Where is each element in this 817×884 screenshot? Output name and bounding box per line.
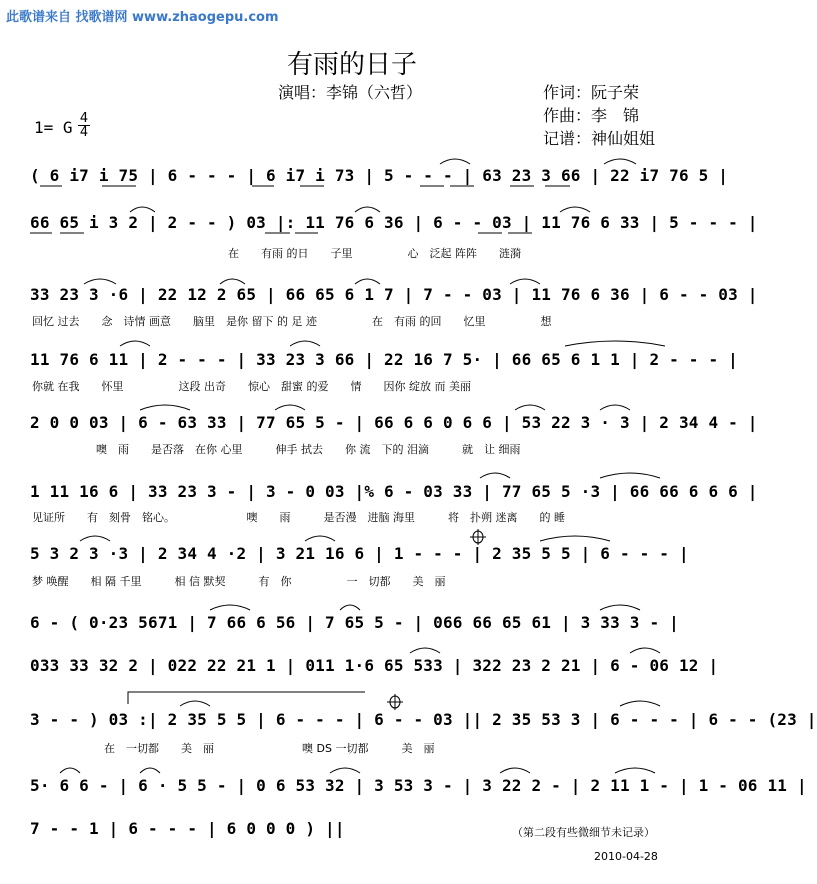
lyric-line-2: 在 有雨 的日 子里 心 泛起 阵阵 涟漪 — [228, 247, 521, 260]
site-watermark[interactable]: 此歌谱来自 找歌谱网 www.zhaogepu.com — [6, 10, 279, 25]
slur — [305, 536, 335, 541]
coda-sign-2 — [387, 694, 403, 710]
score-line-12: 7 - - 1 | 6 - - - | 6 0 0 0 ) || — [30, 819, 345, 838]
score-line-8: 6 - ( 0·23 5671 | 7 66 6 56 | 7 65 5 - | 066 66 65 61 | 3 33 3 - | — [30, 613, 679, 632]
slur — [60, 768, 80, 773]
slur — [540, 536, 610, 541]
slur — [630, 648, 660, 653]
coda-sign-1 — [470, 529, 486, 545]
score-line-4: 11 76 6 11 | 2 - - - | 33 23 3 66 | 22 16 7 5· | 66 65 6 1 1 | 2 - - - | — [30, 350, 738, 369]
slur — [140, 768, 160, 773]
score-line-1: ( 6 i7 i 75 | 6 - - - | 6 i7 i 73 | 5 - - - | 63 23 3 66 | 22 i7 76 5 | — [30, 166, 729, 185]
lyric-line-3: 回忆 过去 念 诗情 画意 脑里 是你 留下 的 足 迹 在 有雨 的回 忆里 想 — [32, 315, 552, 328]
score-line-5: 2 0 0 03 | 6 - 63 33 | 77 65 5 - | 66 6 6 0 6 6 | 53 22 3 · 3 | 2 34 4 - | — [30, 413, 758, 432]
slur — [410, 648, 440, 653]
slur — [510, 279, 540, 284]
score-line-2: 66 65 i 3 2 | 2 - - ) 03 |: 11 76 6 36 | 6 - - 03 | 11 76 6 33 | 5 - - - | — [30, 213, 758, 232]
slur — [620, 701, 660, 706]
slur — [340, 605, 360, 610]
volta-bracket — [128, 692, 365, 704]
slur — [120, 341, 150, 346]
composer-credit: 作曲：李 锦 — [543, 106, 640, 125]
slur — [130, 207, 155, 212]
score-line-10: 3 - - ) 03 :| 2 35 5 5 | 6 - - - | 6 - - 03 || 2 35 53 3 | 6 - - - | 6 - - (23 | — [30, 710, 817, 729]
slur — [440, 159, 470, 164]
slur — [84, 279, 116, 284]
slur — [560, 207, 590, 212]
key-signature: 1= G — [34, 118, 73, 137]
slur — [290, 341, 320, 346]
transcriber-credit: 记谱：神仙姐姐 — [543, 129, 656, 148]
slur — [600, 473, 660, 478]
slur — [604, 159, 636, 164]
song-title: 有雨的日子 — [286, 50, 417, 80]
score-line-3: 33 23 3 ·6 | 22 12 2 65 | 66 65 6 1 7 | 7 - - 03 | 11 76 6 36 | 6 - - 03 | — [30, 285, 758, 304]
lyric-line-7: 梦 唤醒 相 隔 千里 相 信 默契 有 你 一 切都 美 丽 — [32, 575, 446, 588]
slur — [600, 405, 630, 410]
slur — [355, 207, 380, 212]
slur — [565, 341, 665, 346]
slur — [275, 405, 305, 410]
slur — [480, 473, 510, 478]
footnote: （第二段有些微细节未记录） — [512, 826, 655, 839]
slur — [180, 701, 210, 706]
time-signature — [78, 112, 90, 139]
lyric-line-4: 你就 在我 怀里 这段 出奇 惊心 甜蜜 的爱 情 因你 绽放 而 美丽 — [32, 380, 471, 393]
slur — [355, 279, 380, 284]
score-line-9: 033 33 32 2 | 022 22 21 1 | 011 1·6 65 533 | 322 23 2 21 | 6 - 06 12 | — [30, 656, 719, 675]
slur — [330, 768, 360, 773]
meter-top: 4 — [79, 111, 89, 126]
meter-bottom: 4 — [79, 125, 89, 140]
slur — [140, 405, 190, 410]
lyric-line-5: 噢 雨 是否落 在你 心里 伸手 拭去 你 流 下的 泪滴 就 让 细雨 — [96, 443, 521, 456]
slur — [615, 768, 655, 773]
lyric-line-6: 见证所 有 刻骨 铭心。 噢 雨 是否漫 进脑 海里 将 扑朔 迷离 的 睡 — [32, 511, 565, 524]
slur — [515, 405, 545, 410]
slur — [80, 536, 110, 541]
slur — [600, 605, 640, 610]
lyric-line-10: 在 一切都 美 丽 噢 DS 一切都 美 丽 — [104, 742, 435, 755]
lyricist-credit: 作词：阮子荣 — [543, 83, 640, 102]
slur — [220, 279, 245, 284]
slur — [210, 605, 250, 610]
slur — [500, 768, 530, 773]
transcription-date: 2010-04-28 — [594, 850, 658, 863]
score-line-7: 5 3 2 3 ·3 | 2 34 4 ·2 | 3 21 16 6 | 1 - - - | 2 35 5 5 | 6 - - - | — [30, 544, 689, 563]
singer-credit: 演唱：李锦（六哲） — [278, 83, 423, 102]
score-line-11: 5· 6 6 - | 6 · 5 5 - | 0 6 53 32 | 3 53 3 - | 3 22 2 - | 2 11 1 - | 1 - 06 11 | — [30, 776, 807, 795]
score-line-6: 1 11 16 6 | 33 23 3 - | 3 - 0 03 |% 6 - 03 33 | 77 65 5 ·3 | 66 66 6 6 6 | — [30, 482, 758, 501]
